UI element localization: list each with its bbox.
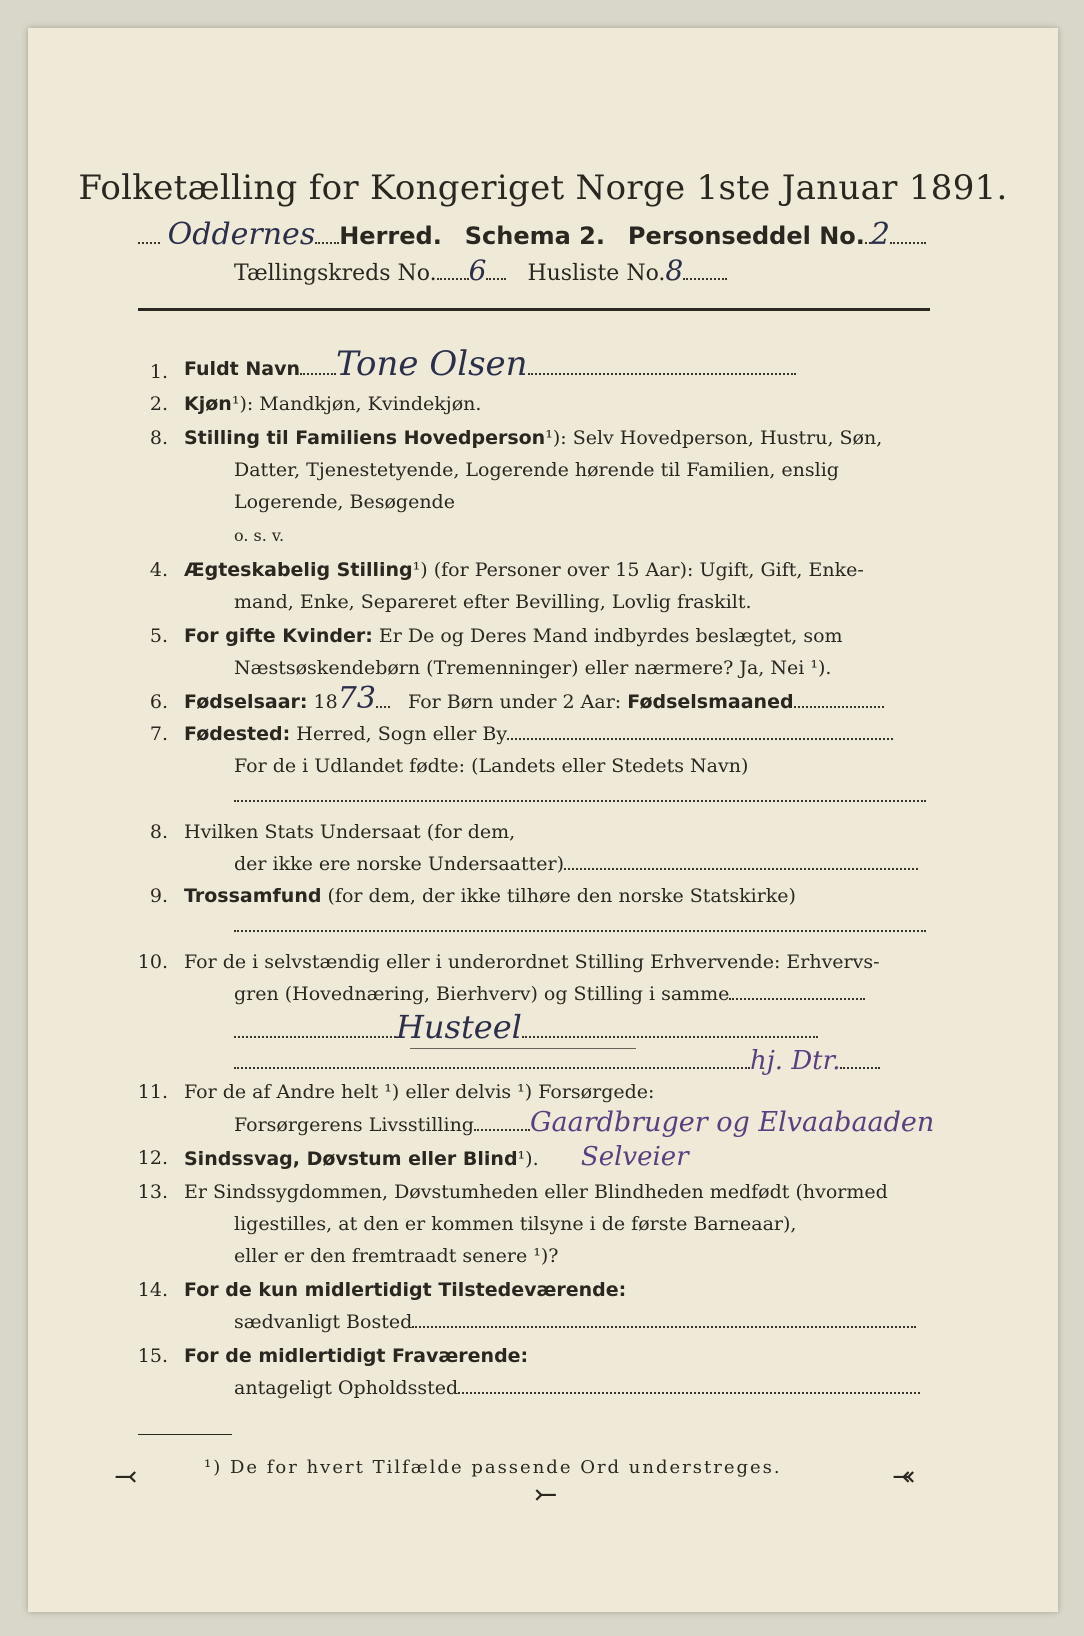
field-3-number: 8. [149, 427, 168, 449]
herred-value: Oddernes [167, 217, 316, 252]
field-3-line-3: Logerende, Besøgende [234, 491, 455, 513]
personseddel-label: Personseddel No. [627, 222, 865, 250]
field-1-number: 1. [149, 361, 168, 383]
field-14-line-1: For de kun midlertidigt Tilstedeværende: [184, 1279, 627, 1301]
field-11-line-1: For de af Andre helt ¹) eller delvis ¹) Forsørgede: [184, 1081, 655, 1103]
field-9-label: Trossamfund [184, 885, 322, 907]
field-13-line-1: Er Sindssygdommen, Døvstumheden eller Blindheden medfødt (hvormed [184, 1181, 888, 1203]
field-5-text-1: Er De og Deres Mand indbyrdes beslægtet, som [378, 625, 843, 647]
field-15-line-2 [234, 1376, 920, 1400]
field-13-number: 13. [137, 1181, 168, 1203]
occupation-note-value: hj. Dtr. [750, 1046, 841, 1076]
field-6-number: 6. [149, 691, 168, 713]
husliste-label: Husliste No. [527, 261, 666, 286]
field-12 [184, 1142, 689, 1174]
field-13-line-2: ligestilles, at den er kommen tilsyne i de første Barneaar), [234, 1213, 797, 1235]
field-2-label: Kjøn [184, 393, 232, 415]
punch-mark-left: ⤙ [114, 1460, 138, 1493]
field-3-line-2: Datter, Tjenestetyende, Logerende hørende til Familien, enslig [234, 459, 839, 481]
husliste-value: 8 [665, 254, 684, 287]
field-8-line-2 [234, 852, 918, 876]
field-3-line-1 [184, 426, 882, 450]
field-8-text-2: der ikke ere norske Undersaatter) [234, 853, 564, 875]
field-7-text-1: Herred, Sogn eller By [296, 723, 508, 745]
form-title: Folketælling for Kongeriget Norge 1ste Januar 1891. [78, 168, 1008, 208]
field-10-line-1: For de i selvstændig eller i underordnet Stilling Erhvervende: Erhvervs- [184, 951, 880, 973]
occupation-value: Husteel [396, 1008, 522, 1046]
field-15-text-2: antageligt Opholdssted [234, 1377, 459, 1399]
field-8-line-1: Hvilken Stats Undersaat (for dem, [184, 821, 516, 843]
field-6-label-2: Fødselsmaaned [627, 691, 794, 713]
field-15-number: 15. [137, 1345, 168, 1367]
field-3-label: Stilling til Familiens Hovedperson [184, 427, 546, 449]
field-4-number: 4. [149, 559, 168, 581]
field-5-number: 5. [149, 625, 168, 647]
field-1-label: Fuldt Navn [184, 358, 301, 380]
field-3-line-4: o. s. v. [234, 526, 285, 545]
field-1 [184, 344, 796, 384]
field-6-label: Fødselsaar: [184, 691, 308, 713]
field-10-text-2: gren (Hovednæring, Bierhverv) og Stilling i samme [234, 983, 730, 1005]
schema-label: Schema 2. [464, 222, 605, 250]
field-14-line-2 [234, 1310, 916, 1334]
field-7-line-2: For de i Udlandet fødte: (Landets eller Stedets Navn) [234, 755, 749, 777]
field-13-line-3: eller er den fremtraadt senere ¹)? [234, 1245, 559, 1267]
field-4-line-1 [184, 558, 864, 582]
field-9-text: (for dem, der ikke tilhøre den norske Statskirke) [327, 885, 796, 907]
field-12-label: Sindssvag, Døvstum eller Blind [184, 1148, 518, 1170]
field-5-label: For gifte Kvinder: [184, 625, 373, 647]
provider-occupation-value: Gaardbruger og Elvaabaaden [529, 1107, 935, 1138]
field-7-label: Fødested: [184, 723, 291, 745]
field-7-number: 7. [149, 723, 168, 745]
field-3-text-1: ¹): Selv Hovedperson, Hustru, Søn, [545, 427, 883, 449]
birth-year-value: 73 [337, 681, 376, 716]
field-10-value-line-2 [234, 1044, 880, 1080]
field-8-number: 8. [149, 821, 168, 843]
personseddel-value: 2 [870, 217, 890, 252]
field-14-text-2: sædvanligt Bosted [234, 1311, 413, 1333]
footnote: ¹) De for hvert Tilfælde passende Ord understreges. [204, 1457, 782, 1478]
field-14-number: 14. [137, 1279, 168, 1301]
field-11-line-2 [234, 1108, 934, 1140]
header-line-1 [138, 217, 926, 252]
field-4-line-2: mand, Enke, Separeret efter Bevilling, Lovlig fraskilt. [234, 591, 752, 613]
header-rule [138, 308, 930, 311]
full-name-value: Tone Olsen [336, 344, 528, 384]
field-9 [184, 884, 796, 908]
field-5-line-2: Næstsøskendebørn (Tremenninger) eller nærmere? Ja, Nei ¹). [234, 657, 832, 679]
disability-value: Selveier [580, 1142, 689, 1172]
field-6 [184, 681, 884, 717]
field-4-label: Ægteskabelig Stilling [184, 559, 413, 581]
field-15-line-1: For de midlertidigt Fraværende: [184, 1345, 529, 1367]
taellingskreds-label: Tællingskreds No. [234, 261, 437, 286]
field-6-text: For Børn under 2 Aar: [408, 691, 622, 713]
footnote-rule [138, 1434, 232, 1435]
punch-mark-center: ⤚ [534, 1478, 558, 1511]
field-9-blank [234, 914, 926, 938]
taellingskreds-value: 6 [468, 254, 487, 287]
field-2-text: ¹): Mandkjøn, Kvindekjøn. [231, 393, 482, 415]
field-2-number: 2. [149, 393, 168, 415]
field-5-line-1 [184, 624, 843, 648]
field-10-number: 10. [137, 951, 168, 973]
field-7-line-1 [184, 722, 893, 746]
field-12-text: ¹). [517, 1148, 539, 1170]
census-form-sheet [28, 28, 1058, 1612]
field-10-line-2 [234, 982, 865, 1006]
field-9-number: 9. [149, 885, 168, 907]
header-line-2 [234, 256, 727, 289]
field-4-text-1: ¹) (for Personer over 15 Aar): Ugift, Gift, Enke- [412, 559, 864, 581]
herred-label: Herred. [339, 222, 442, 250]
field-11-text-2: Forsørgerens Livsstilling [234, 1114, 474, 1136]
field-12-number: 12. [137, 1147, 168, 1169]
field-2 [184, 392, 481, 416]
field-7-blank [234, 784, 926, 808]
field-11-number: 11. [137, 1081, 168, 1103]
birth-year-prefix: 18 [313, 691, 338, 713]
punch-mark-right: ⤛ [892, 1460, 916, 1493]
